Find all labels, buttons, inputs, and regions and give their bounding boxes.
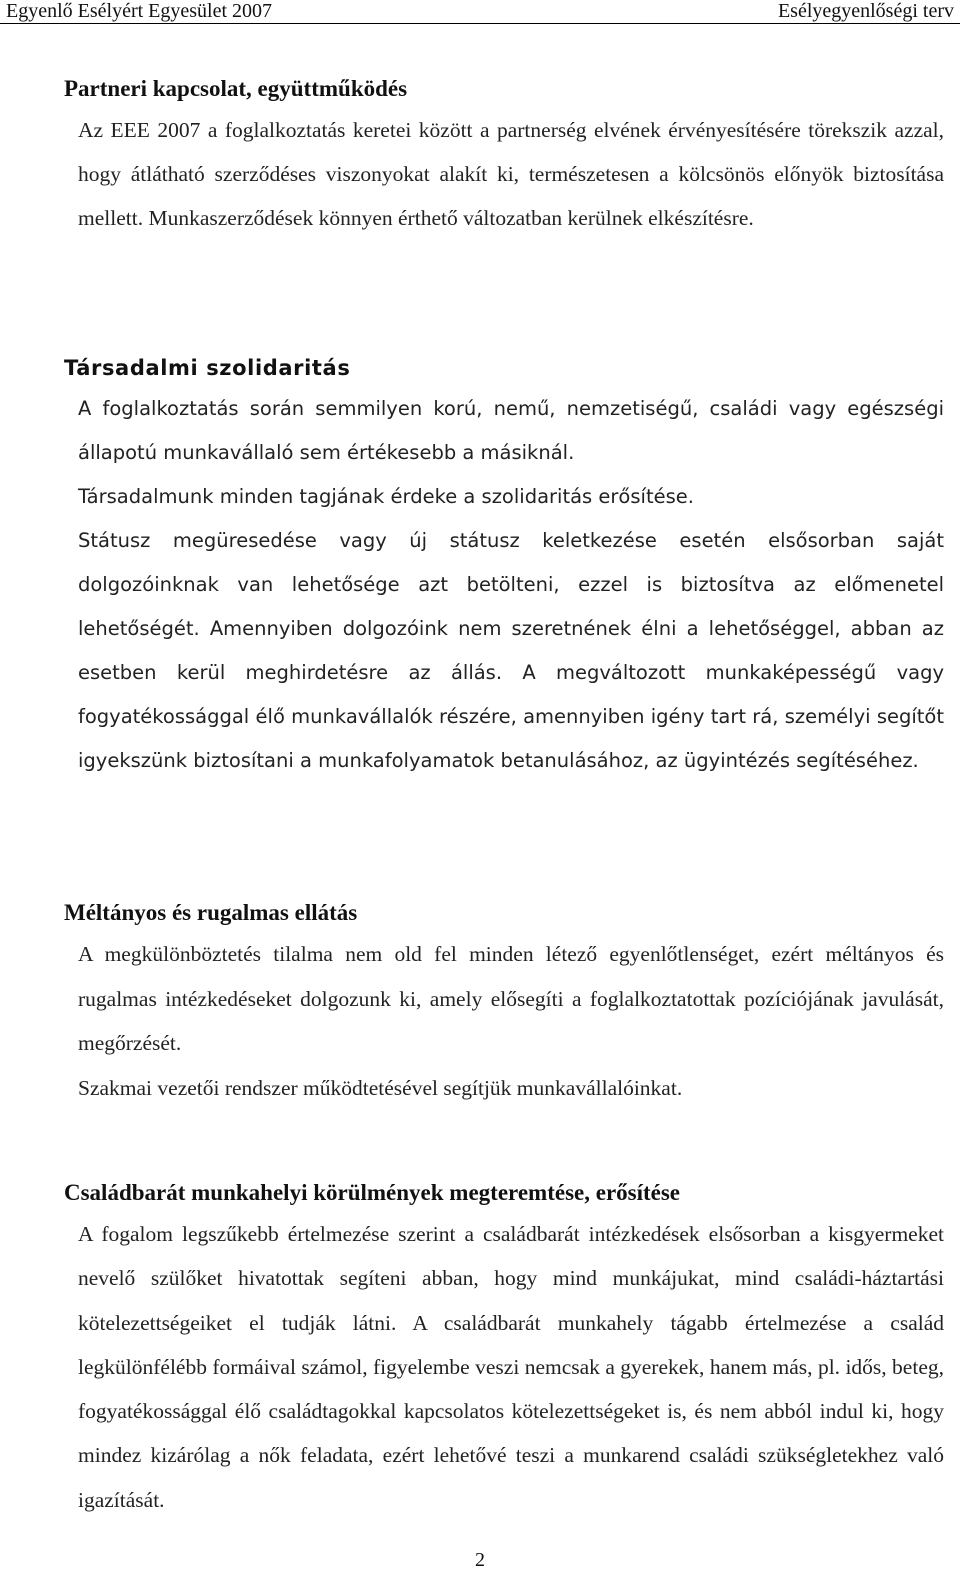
paragraph: Státusz megüresedése vagy új státusz keletkezése esetén elsősorban saját dolgozóinknak van lehetősége azt betölteni, ezzel is biztosítva az előmenetel lehetőségét. Amennyiben dolgozóink nem szeretnének élni a lehetőséggel, abban az esetben kerül meghirdetésre az állás. A megváltozott munkaképességű vagy fogyatékossággal élő munkavállalók részére, amennyiben igény tart rá, személyi segítőt igyekszünk biztosítani a munkafolyamatok betanulásához, az ügyintézés segítéséhez. — [78, 529, 944, 772]
section-title: Társadalmi szolidaritás — [64, 356, 351, 380]
section-title: Partneri kapcsolat, együttműködés — [64, 76, 408, 101]
paragraph: A megkülönböztetés tilalma nem old fel minden létező egyenlőtlenséget, ezért méltányos és rugalmas intézkedéseket dolgozunk ki, amely elősegíti a foglalkoztatottak pozíciójának javulását, megőrzését. — [78, 942, 944, 1055]
header-document-title: Esélyegyenlőségi terv — [777, 0, 954, 22]
header-organization: Egyenlő Esélyért Egyesület 2007 — [6, 0, 273, 22]
section-partnership — [64, 70, 944, 240]
section-title: Méltányos és rugalmas ellátás — [64, 900, 358, 925]
section-family-friendly-workplace — [64, 1174, 944, 1522]
paragraph: Az EEE 2007 a foglalkoztatás keretei között a partnerség elvének érvényesítésére törekszik azzal, hogy átlátható szerződéses viszonyokat alakít ki, természetesen a kölcsönös előnyök biztosítása mellett. Munkaszerződések könnyen érthető változatban kerülnek elkészítésre. — [78, 118, 944, 230]
section-body — [78, 1212, 944, 1522]
paragraph: Szakmai vezetői rendszer működtetésével segítjük munkavállalóinkat. — [78, 1075, 683, 1100]
section-body — [78, 108, 944, 240]
paragraph: A fogalom legszűkebb értelmezése szerint a családbarát intézkedések elsősorban a kisgyermeket nevelő szülőket hivatottak segíteni abban, hogy mind munkájukat, mind családi-háztartási kötelezettségeiket el tudják látni. A családbarát munkahely tágabb értelmezése a család legkülönfélébb formáival számol, figyelembe veszi nemcsak a gyerekek, hanem más, pl. idős, beteg, fogyatékossággal élő családtagokkal kapcsolatos kötelezettségeket is, és nem abból indul ki, hogy mindez kizárólag a nők feladata, ezért lehetővé teszi a munkarend családi szükségletekhez való igazítását. — [78, 1222, 944, 1512]
section-title: Családbarát munkahelyi körülmények megteremtése, erősítése — [64, 1180, 681, 1205]
page-number: 2 — [475, 1549, 485, 1571]
section-fair-flexible-care — [64, 894, 944, 1110]
section-body — [78, 932, 944, 1110]
paragraph: A foglalkoztatás során semmilyen korú, nemű, nemzetiségű, családi vagy egészségi állapotú munkavállaló sem értékesebb a másiknál. — [78, 397, 944, 464]
page-header — [0, 0, 960, 24]
section-social-solidarity — [64, 349, 944, 783]
section-body — [78, 387, 944, 783]
paragraph: Társadalmunk minden tagjának érdeke a szolidaritás erősítése. — [78, 485, 694, 508]
